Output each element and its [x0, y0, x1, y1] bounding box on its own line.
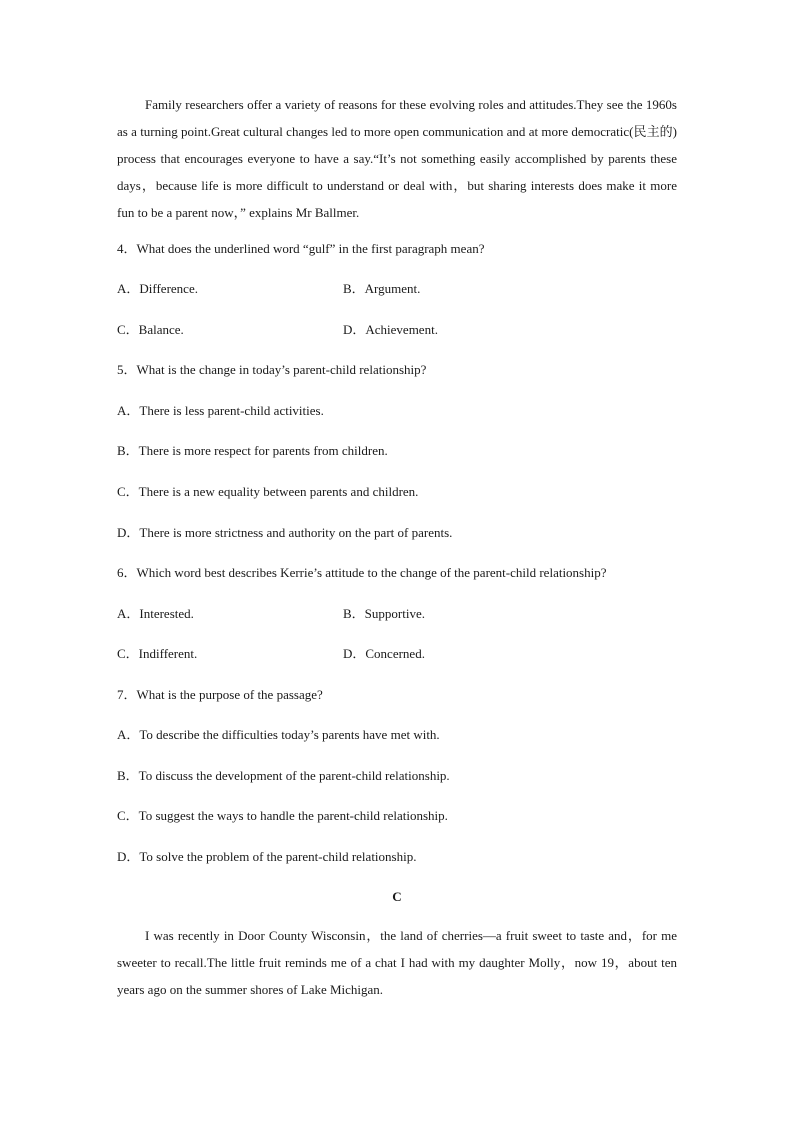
- q4-option-d: D．Achievement.: [343, 322, 438, 337]
- passage-paragraph: Family researchers offer a variety of reasons for these evolving roles and attitudes.They see the 1960s as a turning point.Great cultural changes led to more open communication and at more democratic(民主的) process that encourages everyone to have a say.“It’s not something easily accomplished by parents these days，because life is more difficult to understand or deal with，but sharing interests does make it more fun to be a parent now，” explains Mr Ballmer.: [117, 97, 677, 220]
- q4-option-b: B．Argument.: [343, 281, 421, 296]
- q6-option-b: B．Supportive.: [343, 606, 425, 621]
- q7-option-b: B．To discuss the development of the parent-child relationship.: [117, 768, 450, 783]
- q7-option-d: D．To solve the problem of the parent-child relationship.: [117, 849, 417, 864]
- question-5-stem: 5．What is the change in today’s parent-child relationship?: [117, 362, 427, 377]
- q5-option-d: D．There is more strictness and authority on the part of parents.: [117, 525, 453, 540]
- question-4-stem: 4．What does the underlined word “gulf” in the first paragraph mean?: [117, 241, 485, 256]
- question-6-stem: 6．Which word best describes Kerrie’s attitude to the change of the parent-child relationship?: [117, 565, 607, 580]
- q5-option-a: A．There is less parent-child activities.: [117, 403, 324, 418]
- section-c-paragraph: I was recently in Door County Wisconsin，the land of cherries—a fruit sweet to taste and，for me sweeter to recall.The little fruit reminds me of a chat I had with my daughter Molly，now 19，about ten years ago on the summer shores of Lake Michigan.: [117, 928, 677, 997]
- q6-option-a: A．Interested.: [117, 606, 194, 621]
- q4-option-c: C．Balance.: [117, 322, 184, 337]
- q6-option-c: C．Indifferent.: [117, 646, 198, 661]
- q4-option-a: A．Difference.: [117, 281, 198, 296]
- q6-option-d: D．Concerned.: [343, 646, 425, 661]
- q7-option-a: A．To describe the difficulties today’s parents have met with.: [117, 727, 440, 742]
- q5-option-b: B．There is more respect for parents from children.: [117, 443, 388, 458]
- question-7-stem: 7．What is the purpose of the passage?: [117, 687, 323, 702]
- section-heading: C: [392, 889, 402, 904]
- q7-option-c: C．To suggest the ways to handle the parent-child relationship.: [117, 808, 448, 823]
- q5-option-c: C．There is a new equality between parents and children.: [117, 484, 419, 499]
